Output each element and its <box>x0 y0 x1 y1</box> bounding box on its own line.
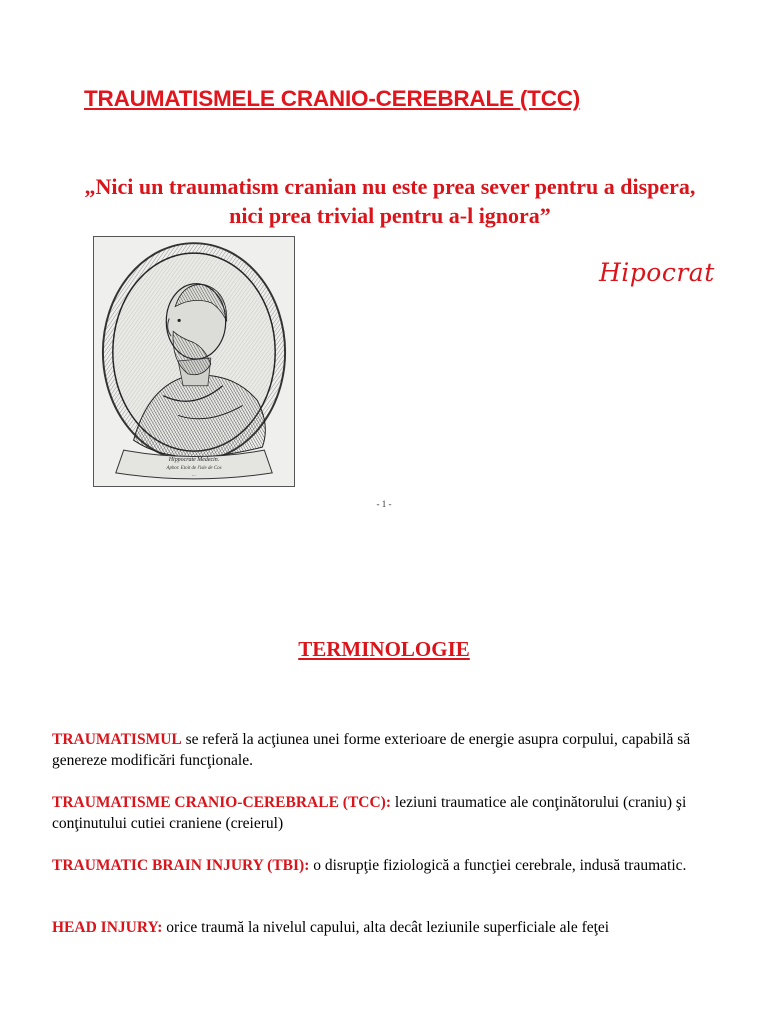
term-label: TRAUMATIC BRAIN INJURY (TBI): <box>52 857 310 874</box>
term-label: HEAD INJURY: <box>52 919 163 936</box>
term-entry-tbi <box>52 855 732 876</box>
term-entry-head-injury <box>52 917 732 938</box>
term-definition: se referă la acţiunea unei forme exterioare de energie asupra corpului, capabilă să genereze modificări funcţionale. <box>52 731 691 769</box>
portrait-caption-2: Aphor. Etoit de l'isle de Cos <box>166 465 222 471</box>
hippocrates-portrait <box>93 236 295 487</box>
term-definition: leziuni traumatice ale conţinătorului (craniu) şi conţinutului cutiei craniene (creierul) <box>52 794 687 832</box>
term-label: TRAUMATISME CRANIO-CEREBRALE (TCC): <box>52 794 392 811</box>
document-title: TRAUMATISMELE CRANIO-CEREBRALE (TCC) <box>84 86 581 111</box>
section-heading-terminology: TERMINOLOGIE <box>298 637 470 661</box>
portrait-caption-1: Hippocrate Medecin. <box>168 457 220 464</box>
quote-line-1: „Nici un traumatism cranian nu este prea sever pentru a dispera, <box>84 174 696 199</box>
term-label: TRAUMATISMUL <box>52 731 182 748</box>
portrait-caption-3: ... <box>192 472 196 478</box>
epigraph-quote <box>40 172 740 230</box>
quote-author: Hipocrat <box>599 258 715 287</box>
quote-line-2: nici prea trivial pentru a-l ignora” <box>229 203 551 228</box>
term-entry-tcc <box>52 792 732 834</box>
term-definition: o disrupţie fiziologică a funcţiei cerebrale, indusă traumatic. <box>313 857 687 874</box>
term-definition: orice traumă la nivelul capului, alta decât leziunile superficiale ale feţei <box>166 919 610 936</box>
page-number: - 1 - <box>376 499 392 509</box>
term-entry-traumatismul <box>52 729 732 771</box>
